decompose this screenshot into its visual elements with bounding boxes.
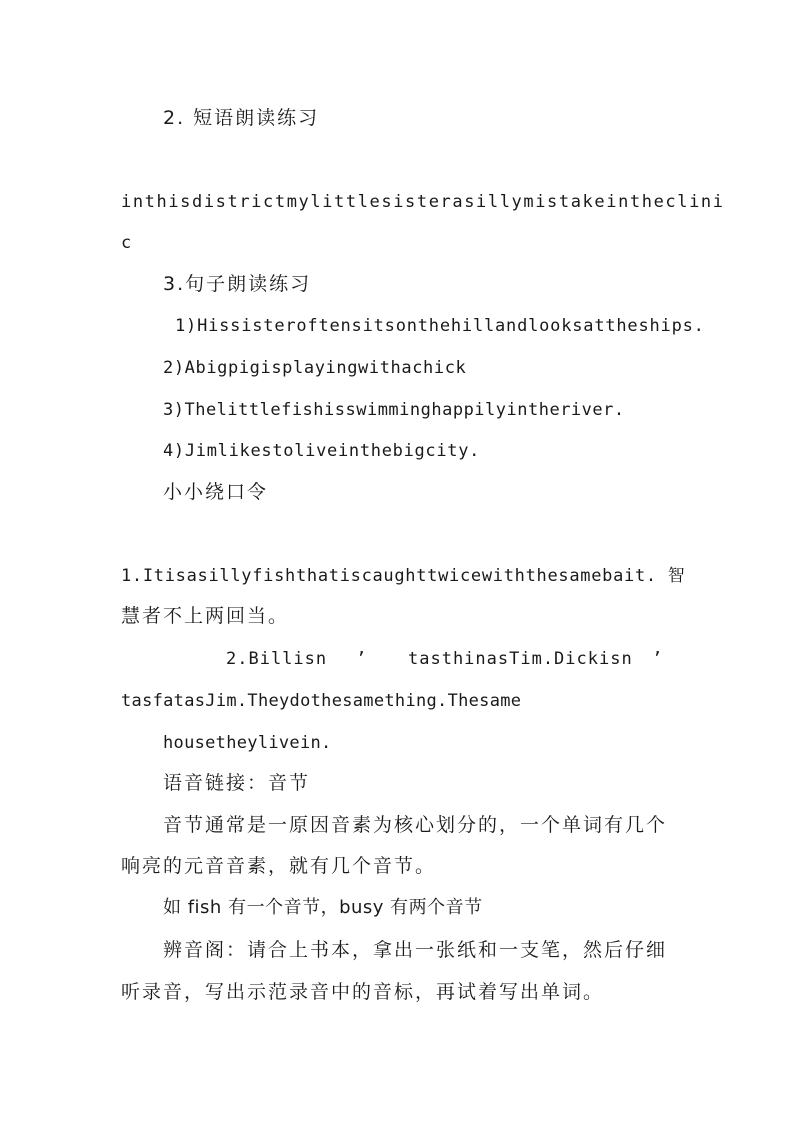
twister-2-line-3: housetheylivein. — [163, 733, 332, 753]
twister-2-part-1: 2.Billisn — [226, 649, 328, 669]
phonetics-para-line-2: 响亮的元音音素，就有几个音节。 — [121, 855, 437, 877]
twister-1-line-2: 慧者不上两回当。 — [121, 605, 290, 627]
twister-2-apostrophe-1: ’ — [356, 649, 368, 669]
tongue-twister-heading: 小小绕口令 — [163, 481, 269, 503]
sentence-2: 2)Abigpigisplayingwithachick — [163, 358, 467, 378]
sentence-4: 4)Jimlikestoliveinthebigcity. — [163, 441, 481, 461]
phonetics-example: 如 fish 有一个音节，busy 有两个音节 — [163, 897, 483, 918]
phonetics-para-line-1: 音节通常是一原因音素为核心划分的，一个单词有几个 — [163, 814, 668, 836]
twister-2-apostrophe-2: ’ — [652, 649, 664, 669]
section-2-heading: 2. 短语朗读练习 — [163, 107, 320, 129]
twister-2-line-2: tasfatasJim.Theydothesamething.Thesame — [121, 691, 522, 711]
section-3-heading: 3.句子朗读练习 — [163, 273, 312, 295]
twister-1-line-1: 1.Itisasillyfishthatiscaughttwicewiththesamebait. 智 — [121, 566, 686, 586]
exercise-line-2: 听录音，写出示范录音中的音标，再试着写出单词。 — [121, 981, 605, 1003]
twister-2-part-2: tasthinasTim.Dickisn — [408, 649, 633, 669]
sentence-3: 3)Thelittlefishisswimminghappilyintheriver. — [163, 400, 625, 420]
phonetics-heading: 语音链接：音节 — [163, 772, 311, 794]
phrases-line-2: c — [121, 233, 133, 253]
phrases-line-1: inthisdistrictmylittlesisterasillymistakeintheclini — [121, 192, 725, 212]
exercise-line-1: 辨音阁：请合上书本，拿出一张纸和一支笔，然后仔细 — [163, 939, 668, 961]
sentence-1: 1)Hissisteroftensitsonthehillandlooksattheships. — [175, 316, 705, 336]
